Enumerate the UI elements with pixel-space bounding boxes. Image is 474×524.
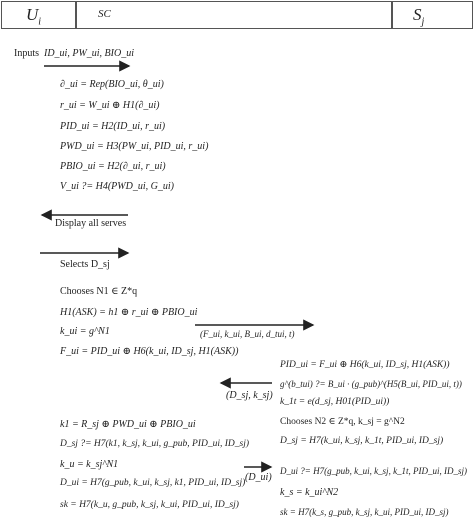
- message-2: (D_sj, k_sj): [226, 390, 273, 401]
- step-v-ui: V_ui ?= H4(PWD_ui, G_ui): [60, 181, 174, 192]
- step-f-ui: F_ui = PID_ui ⊕ H6(k_ui, ID_sj, H1(ASK)): [60, 346, 239, 357]
- step-r-ui: r_ui = W_ui ⊕ H1(∂_ui): [60, 100, 160, 111]
- server-step-ks: k_s = k_ui^N2: [280, 487, 339, 498]
- message-3: (D_ui): [245, 472, 272, 483]
- server-step-gb: g^(b_tui) ?= B_ui · (g_pub)^(H5(B_ui, PID_ui, t)): [280, 379, 462, 389]
- user-step-dsj-check: D_sj ?= H7(k1, k_sj, k_ui, g_pub, PID_ui, ID_sj): [60, 439, 249, 449]
- server-step-dsj: D_sj = H7(k_ui, k_sj, k_1t, PID_ui, ID_sj): [280, 436, 444, 446]
- step-pid-ui: PID_ui = H2(ID_ui, r_ui): [60, 121, 166, 132]
- step-h1-ask: H1(ASK) = h1 ⊕ r_ui ⊕ PBIO_ui: [60, 307, 198, 318]
- selects-text: Selects D_sj: [60, 259, 110, 270]
- server-session-key: sk = H7(k_s, g_pub, k_sj, k_ui, PID_ui, ID_sj): [280, 507, 449, 517]
- inputs-label: Inputs ID_ui, PW_ui, BIO_ui: [14, 48, 134, 59]
- step-pwd-ui: PWD_ui = H3(PW_ui, PID_ui, r_ui): [60, 141, 209, 152]
- user-step-dui: D_ui = H7(g_pub, k_ui, k_sj, k1, PID_ui, ID_sj): [60, 478, 246, 488]
- step-rep: ∂_ui = Rep(BIO_ui, θ_ui): [60, 79, 164, 90]
- message-1: (F_ui, k_ui, B_ui, d_tui, t): [200, 329, 295, 339]
- display-servers-text: Display all serves: [55, 218, 127, 229]
- user-session-key: sk = H7(k_u, g_pub, k_sj, k_ui, PID_ui, ID_sj): [60, 500, 239, 510]
- server-step-choose-n2: Chooses N2 ∈ Z*q, k_sj = g^N2: [280, 417, 405, 427]
- user-step-ku: k_u = k_sj^N1: [60, 459, 119, 470]
- server-step-pid: PID_ui = F_ui ⊕ H6(k_ui, ID_sj, H1(ASK)): [280, 360, 450, 370]
- smartcard-label: SC: [98, 8, 111, 20]
- user-label: $U_i$: [26, 5, 42, 28]
- step-choose-n1: Chooses N1 ∈ Z*q: [60, 286, 138, 297]
- server-label: $S_j$: [413, 5, 425, 28]
- user-step-k1: k1 = R_sj ⊕ PWD_ui ⊕ PBIO_ui: [60, 419, 196, 430]
- step-k-ui: k_ui = g^N1: [60, 326, 110, 337]
- server-step-k1t: k_1t = e(d_sj, H01(PID_ui)): [280, 397, 390, 407]
- step-pbio-ui: PBIO_ui = H2(∂_ui, r_ui): [60, 161, 166, 172]
- server-step-dui-check: D_ui ?= H7(g_pub, k_ui, k_sj, k_1t, PID_ui, ID_sj): [280, 466, 468, 476]
